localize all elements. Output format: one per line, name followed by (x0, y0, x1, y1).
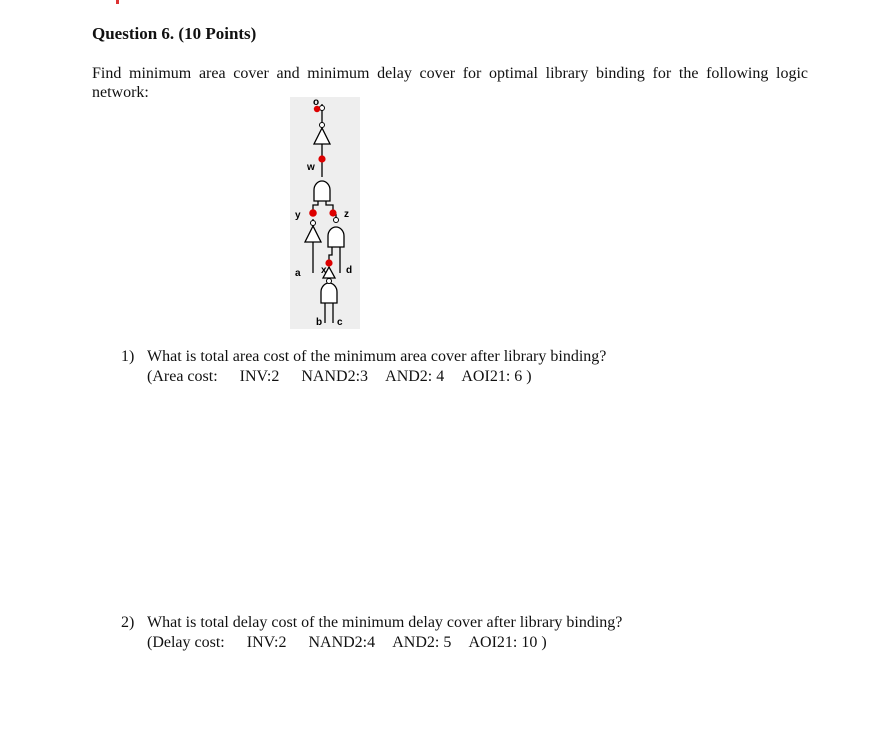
item-question: What is total delay cost of the minimum delay cover after library binding? (147, 614, 623, 631)
label-w: w (307, 162, 315, 173)
label-a: a (295, 268, 301, 279)
node-z (329, 209, 336, 216)
node-w (318, 155, 325, 162)
wire-y (313, 201, 318, 210)
nand-top (314, 181, 330, 201)
cost-nand2: NAND2:4 (308, 634, 376, 651)
node-y (309, 209, 317, 217)
inverter-top (314, 128, 330, 144)
question-intro: Find minimum area cover and minimum delay cover for optimal library binding for the following logic network: (92, 65, 808, 101)
cost-nand2: NAND2:3 (301, 368, 369, 385)
cost-and2: AND2: 4 (385, 368, 445, 385)
cost-inv: INV:2 (239, 368, 280, 385)
label-b: b (316, 317, 323, 328)
corner-mark (116, 0, 119, 4)
cost-prefix: (Delay cost: (147, 634, 225, 651)
wire-x (329, 247, 332, 261)
cost-and2: AND2: 5 (392, 634, 452, 651)
inverter-left (305, 226, 321, 242)
wire-z (326, 201, 333, 210)
label-y: y (295, 210, 301, 221)
label-z: z (344, 209, 349, 220)
label-o: o (313, 97, 320, 108)
question-title: Question 6. (10 Points) (92, 24, 257, 43)
cost-aoi21: AOI21: 6 ) (461, 368, 532, 385)
cost-row (147, 633, 622, 653)
item-question: What is total area cost of the minimum area cover after library binding? (147, 348, 607, 365)
nand-right (328, 227, 344, 247)
cost-inv: INV:2 (246, 634, 287, 651)
item-number: 2) (121, 614, 135, 631)
bubble-top-inv (320, 123, 325, 128)
label-x: x (321, 265, 327, 276)
logic-network-figure (290, 97, 360, 329)
bubble-left-inv (311, 221, 316, 226)
cost-prefix: (Area cost: (147, 368, 218, 385)
cost-row (147, 367, 606, 387)
logic-network-diagram (290, 97, 360, 329)
bubble-output (320, 106, 325, 111)
label-d: d (346, 265, 353, 276)
bubble-right-nand (334, 218, 339, 223)
item-number: 1) (121, 348, 135, 365)
cost-aoi21: AOI21: 10 ) (468, 634, 547, 651)
bubble-bottom-inv (327, 279, 332, 284)
and-bottom (321, 283, 337, 303)
label-c: c (337, 317, 343, 328)
